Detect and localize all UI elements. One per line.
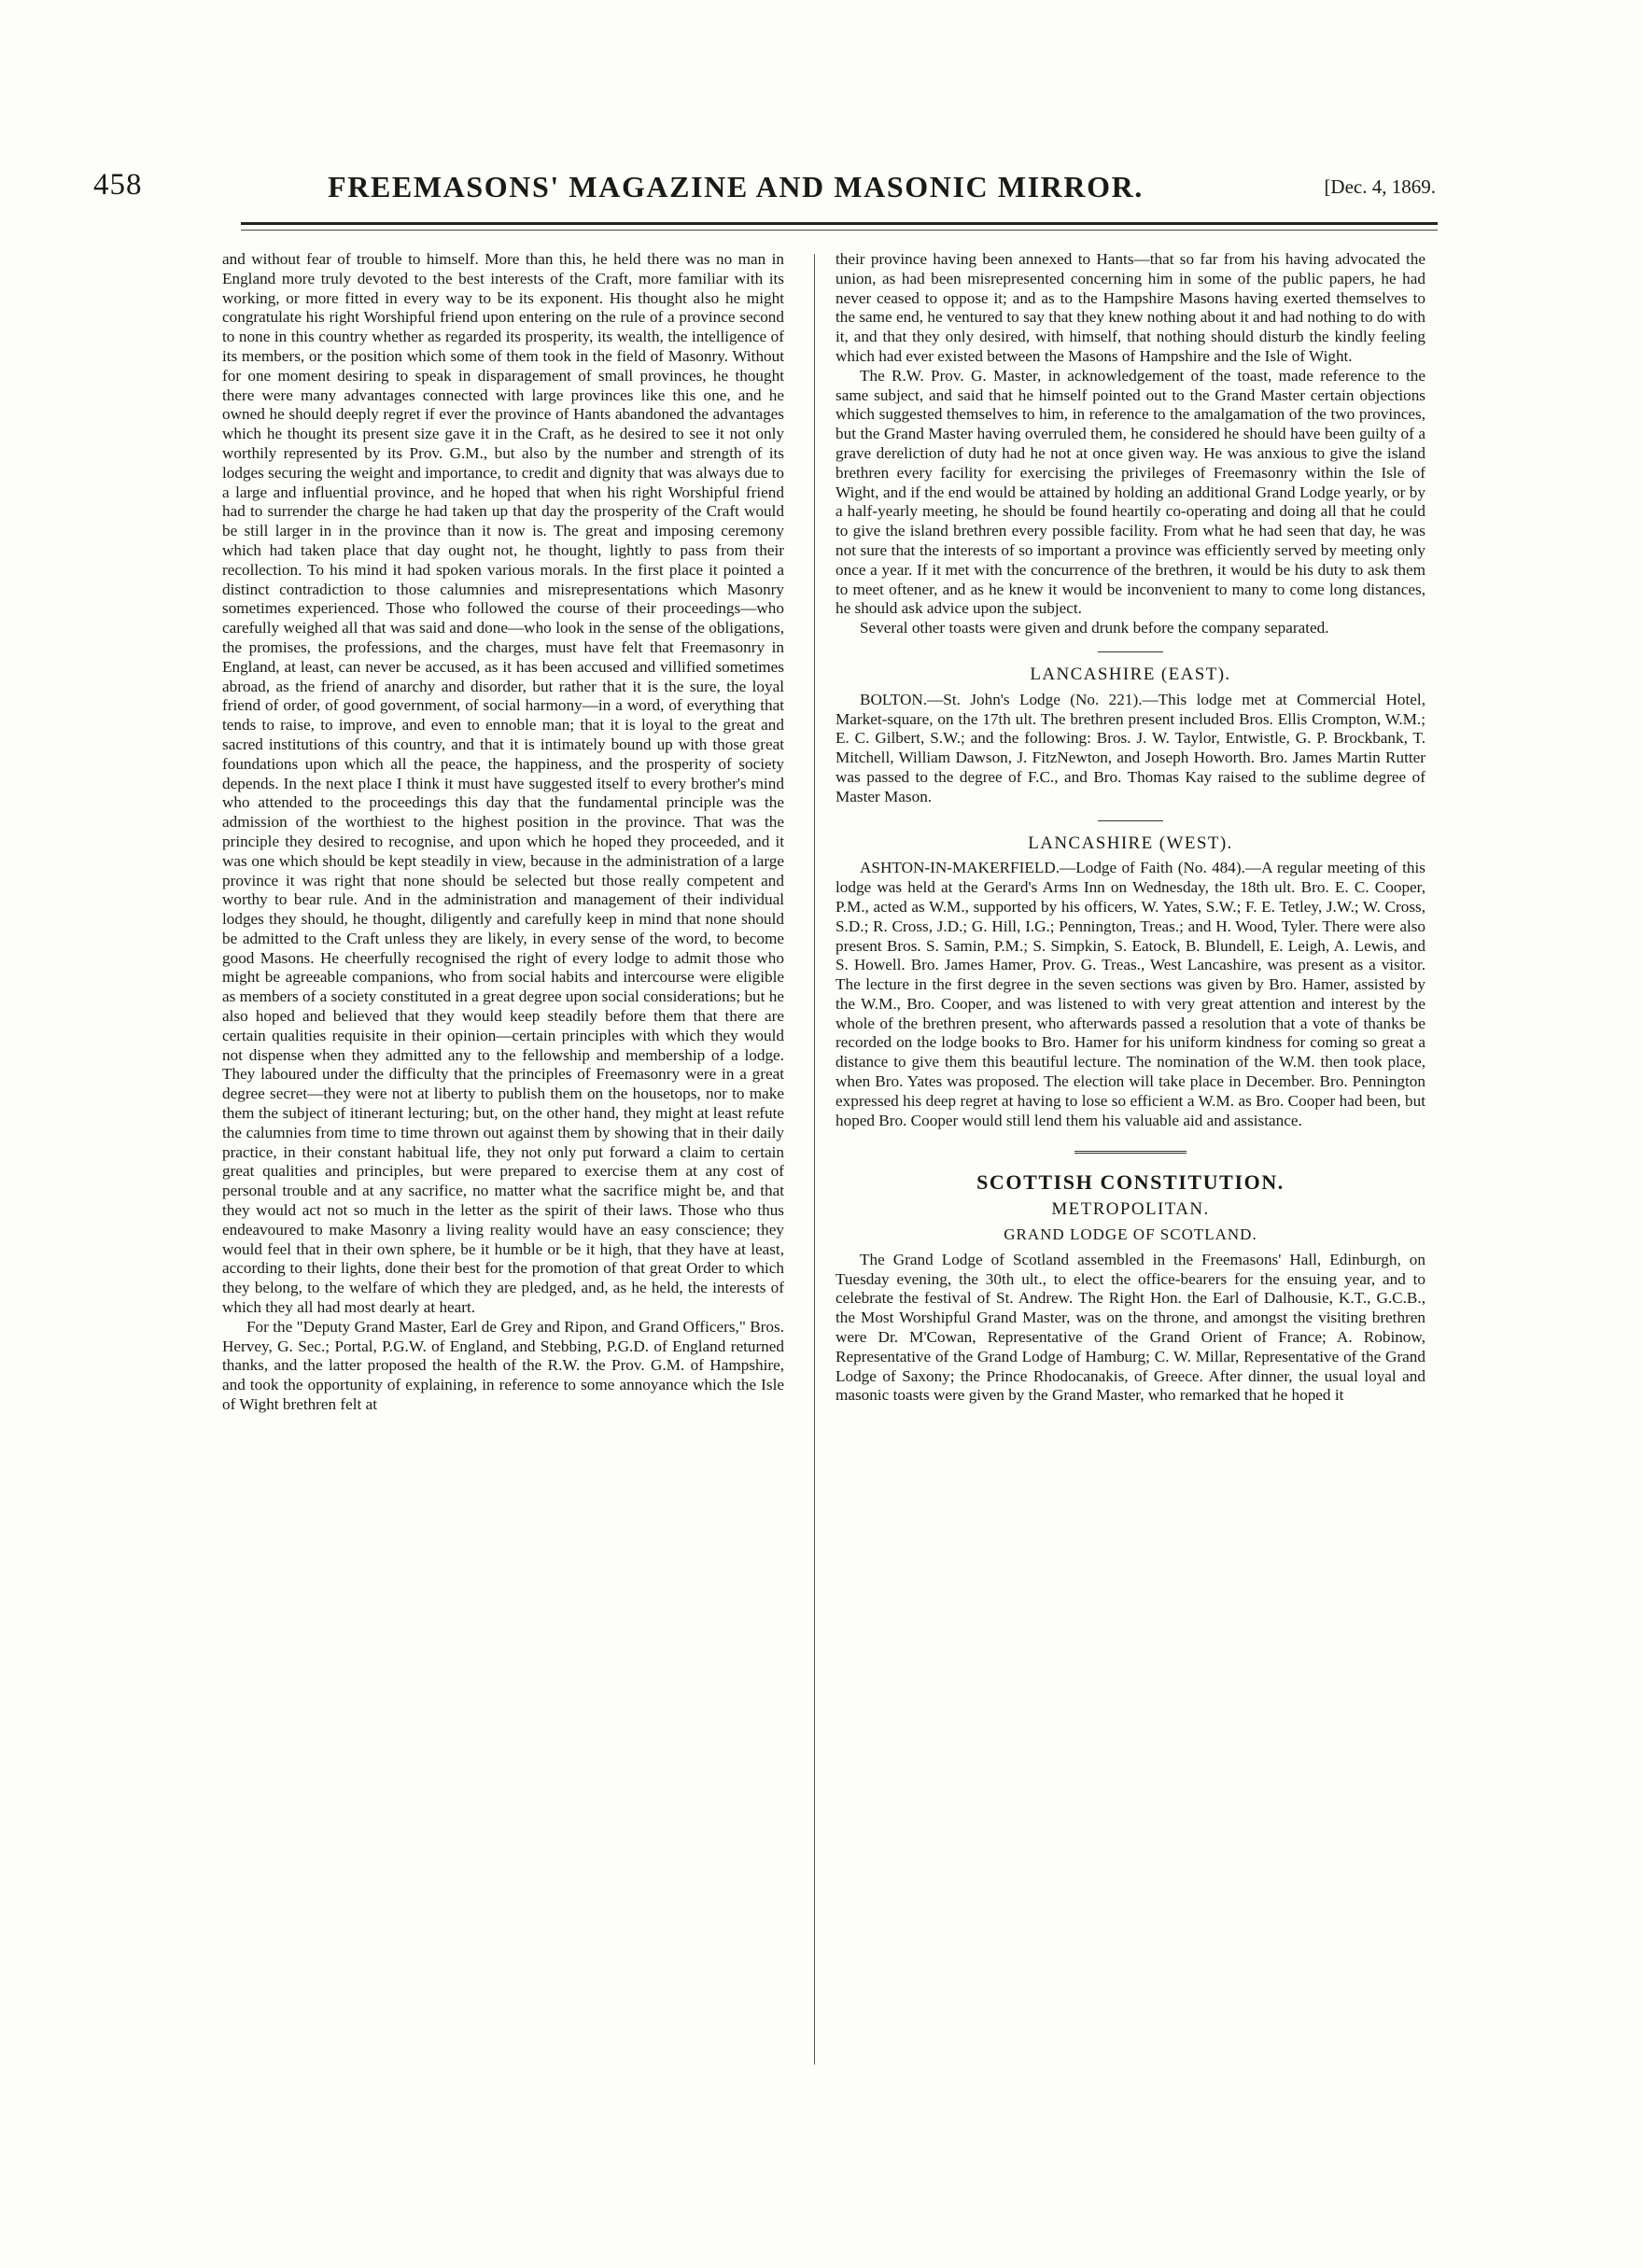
left-column: [222, 250, 784, 1415]
section-separator: [1098, 651, 1163, 652]
lodge-name: GRAND LODGE OF SCOTLAND.: [1004, 1225, 1257, 1244]
section-separator-double: [1074, 1151, 1187, 1156]
right-column: [836, 250, 1425, 1406]
header-rule-thick: [241, 222, 1438, 225]
section-separator: [1098, 820, 1163, 821]
column-divider: [814, 254, 815, 2065]
header-rule-thin: [241, 230, 1438, 231]
section-heading-major: SCOTTISH CONSTITUTION.: [976, 1170, 1285, 1195]
body-paragraph: Several other toasts were given and drunk before the company separated.: [860, 619, 1329, 637]
body-paragraph: The R.W. Prov. G. Master, in acknowledgement of the toast, made reference to the same subject, and said that he himself pointed out to the Grand Master certain objections which suggested themselves to him, in reference to the amalgamation of the two provinces, but the Grand Master having overruled them, he considered he should have been guilty of a grave dereliction of duty had he not at once given way. He was anxious to give the island brethren every facility for exercising the privileges of Freemasonry within the Isle of Wight, and if the end would be attained by holding an additional Grand Lodge yearly, or by a half-yearly meeting, he should be found heartily co-operating and doing all that he could to give the island brethren every possible facility. From what he had seen that day, he was not sure that the interests of so important a province was efficiently served by meeting only once a year. If it met with the concurrence of the brethren, it would be his duty to ask them to meet oftener, and as he knew it would be inconvenient to many to come long distances, he should ask advice upon the subject.: [836, 366, 1425, 618]
masthead-title: FREEMASONS' MAGAZINE AND MASONIC MIRROR.: [328, 170, 1144, 203]
body-paragraph: their province having been annexed to Hants—that so far from his having advocated the union, as had been misrepresented concerning him in some of the public papers, he had never ceased to oppose it; and as to the Hampshire Masons having exerted themselves to the same end, he ventured to say that they knew nothing about it and had nothing to do with it, and that they only desired, with himself, that nothing should disturb the kindly feeling which had ever existed between the Masons of Hampshire and the Isle of Wight.: [836, 250, 1425, 365]
lodge-report: ASHTON-IN-MAKERFIELD.—Lodge of Faith (No. 484).—A regular meeting of this lodge was held at the Gerard's Arms Inn on Wednesday, the 18th ult. Bro. E. C. Cooper, P.M., acted as W.M., supported by his officers, W. Yates, S.W.; F. E. Tetley, J.W.; W. Cross, S.D.; R. Cross, J.D.; G. Hill, I.G.; Pennington, Treas.; and H. Wood, Tyler. There were also present Bros. S. Samin, P.M.; S. Simpkin, S. Eatock, B. Blundell, E. Leigh, A. Lewis, and S. Howell. Bro. James Hamer, Prov. G. Treas., West Lancashire, was present as a visitor. The lecture in the first degree in the seven sections was given by Bro. Hamer, assisted by the W.M., Bro. Cooper, and was listened to with very great attention and interest by the whole of the brethren present, who afterwards passed a resolution that a vote of thanks be recorded on the lodge books to Bro. Hamer for his uniform kindness for coming so great a distance to give them this beautiful lecture. The nomination of the W.M. then took place, when Bro. Yates was proposed. The election will take place in December. Bro. Pennington expressed his deep regret at having to lose so efficient a W.M. as Bro. Cooper had been, but hoped Bro. Cooper would still lend them his valuable aid and assistance.: [836, 859, 1425, 1129]
section-subheading: METROPOLITAN.: [1051, 1199, 1210, 1220]
body-paragraph: For the "Deputy Grand Master, Earl de Grey and Ripon, and Grand Officers," Bros. Hervey, G. Sec.; Portal, P.G.W. of England, and Stebbing, P.G.D. of England returned thanks, and the latter proposed the health of the R.W. the Prov. G.M. of Hampshire, and took the opportunity of explaining, in reference to some annoyance which the Isle of Wight brethren felt at: [222, 1317, 784, 1414]
lodge-report: The Grand Lodge of Scotland assembled in the Freemasons' Hall, Edinburgh, on Tuesday evening, the 30th ult., to elect the office-bearers for the ensuing year, and to celebrate the festival of St. Andrew. The Right Hon. the Earl of Dalhousie, K.T., G.C.B., the Most Worshipful Grand Master, was on the throne, and amongst the visiting brethren were Dr. M'Cowan, Representative of the Grand Orient of France; A. Robinow, Representative of the Grand Lodge of Hamburg; C. W. Millar, Representative of the Grand Lodge of Saxony; the Prince Rhodocanakis, of Greece. After dinner, the usual loyal and masonic toasts were given by the Grand Master, who remarked that he hoped it: [836, 1250, 1425, 1405]
section-heading: LANCASHIRE (WEST).: [1028, 833, 1233, 853]
issue-date: [Dec. 4, 1869.: [1324, 175, 1436, 198]
page-header: [93, 168, 1438, 205]
page-number: 458: [93, 168, 143, 202]
section-heading: LANCASHIRE (EAST).: [1030, 664, 1231, 684]
lodge-report: BOLTON.—St. John's Lodge (No. 221).—This lodge met at Commercial Hotel, Market-square, on the 17th ult. The brethren present included Bros. Ellis Crompton, W.M.; E. C. Gilbert, S.W.; and the following: Bros. J. W. Taylor, Entwistle, G. P. Brockbank, T. Mitchell, William Dawson, J. FitzNewton, and Joseph Howorth. Bro. James Martin Rutter was passed to the degree of F.C., and Bro. Thomas Kay raised to the sublime degree of Master Mason.: [836, 690, 1425, 805]
body-paragraph: and without fear of trouble to himself. More than this, he held there was no man in England more truly devoted to the best interests of the Craft, more familiar with its working, or more fitted in every way to be its exponent. His thought also he might congratulate his right Worshipful friend upon entering on the rule of a province second to none in this country whether as regarded its prosperity, its wealth, the intelligence of its members, or the position which some of them took in the field of Masonry. Without for one moment desiring to speak in disparagement of small provinces, he thought there were many advantages connected with large provinces like this one, and he owned he should deeply regret if ever the province of Hants abandoned the advantages which he thought its present size gave it in the Craft, as he desired to see it not only worthily represented by its Prov. G.M., but also by the number and strength of its lodges securing the weight and importance, to credit and dignity that was always due to a large and influential province, and he hoped that when his right Worshipful friend had to surrender the charge he had taken up that day the prosperity of the Craft would be still larger in in the province than it now is. The great and imposing ceremony which had taken place that day ought not, he thought, lightly to pass from their recollection. To his mind it had spoken various morals. In the first place it pointed a distinct contradiction to those calumnies and misrepresentations which Masonry sometimes experienced. Those who followed the course of their proceedings—who carefully weighed all that was said and done—who look in the sense of the obligations, the promises, the professions, and the charges, must have felt that Freemasonry in England, at least, can never be accused, as it has been accused and villified sometimes abroad, as the friend of anarchy and disorder, but rather that it is the sure, the loyal friend of order, of good government, of social harmony—in a word, of everything that tends to raise, to improve, and even to ennoble man; that it is loyal to the great and sacred institutions of this country, and that it is intimately bound up with those great foundations upon which all the peace, the happiness, and the prosperity of society depends. In the next place I think it must have suggested itself to every brother's mind who attended to the proceedings this day that the fundamental principle was the admission of the worthiest to the highest position in the province. That was the principle they desired to recognise, and upon which he hoped they proceeded, and it was one which should be kept steadily in view, because in the administration of a large province it was right that none should be selected but those really competent and worthy to bear rule. And in the administration and management of their individual lodges they should, he thought, diligently and carefully keep in mind that none should be admitted to the Craft unless they are likely, in every sense of the word, to become good Masons. He cheerfully recognised the right of every lodge to admit those who might be agreeable companions, who from social habits and intercourse were eligible as members of a society constituted in a great degree upon social considerations; but he also hoped and believed that they would keep steadily before them that there are certain qualities requisite in their opinion—certain principles with which they would not dispense when they admitted any to the fellowship and membership of a lodge. They laboured under the difficulty that the principles of Freemasonry were in a great degree secret—they were not at liberty to publish them on the housetops, nor to make them the subject of itinerant lecturing; but, on the other hand, they might at least refute the calumnies from time to time thrown out against them by showing that in their daily practice, in their constant habitual life, they not only put forward a claim to certain great qualities and principles, but were prepared to exercise them at any cost of personal trouble and at any sacrifice, no matter what the sacrifice might be, and that they would act not so much in the letter as the spirit of their laws. Those who thus endeavoured to make Masonry a living reality would have an easy conscience; they would feel that in their own sphere, be it humble or be it high, that they have at least, according to their lights, done their best for the promotion of that great Order to which they belong, to the welfare of which they are pledged, and, as he held, the interests of which they all had most dearly at heart.: [222, 250, 784, 1317]
